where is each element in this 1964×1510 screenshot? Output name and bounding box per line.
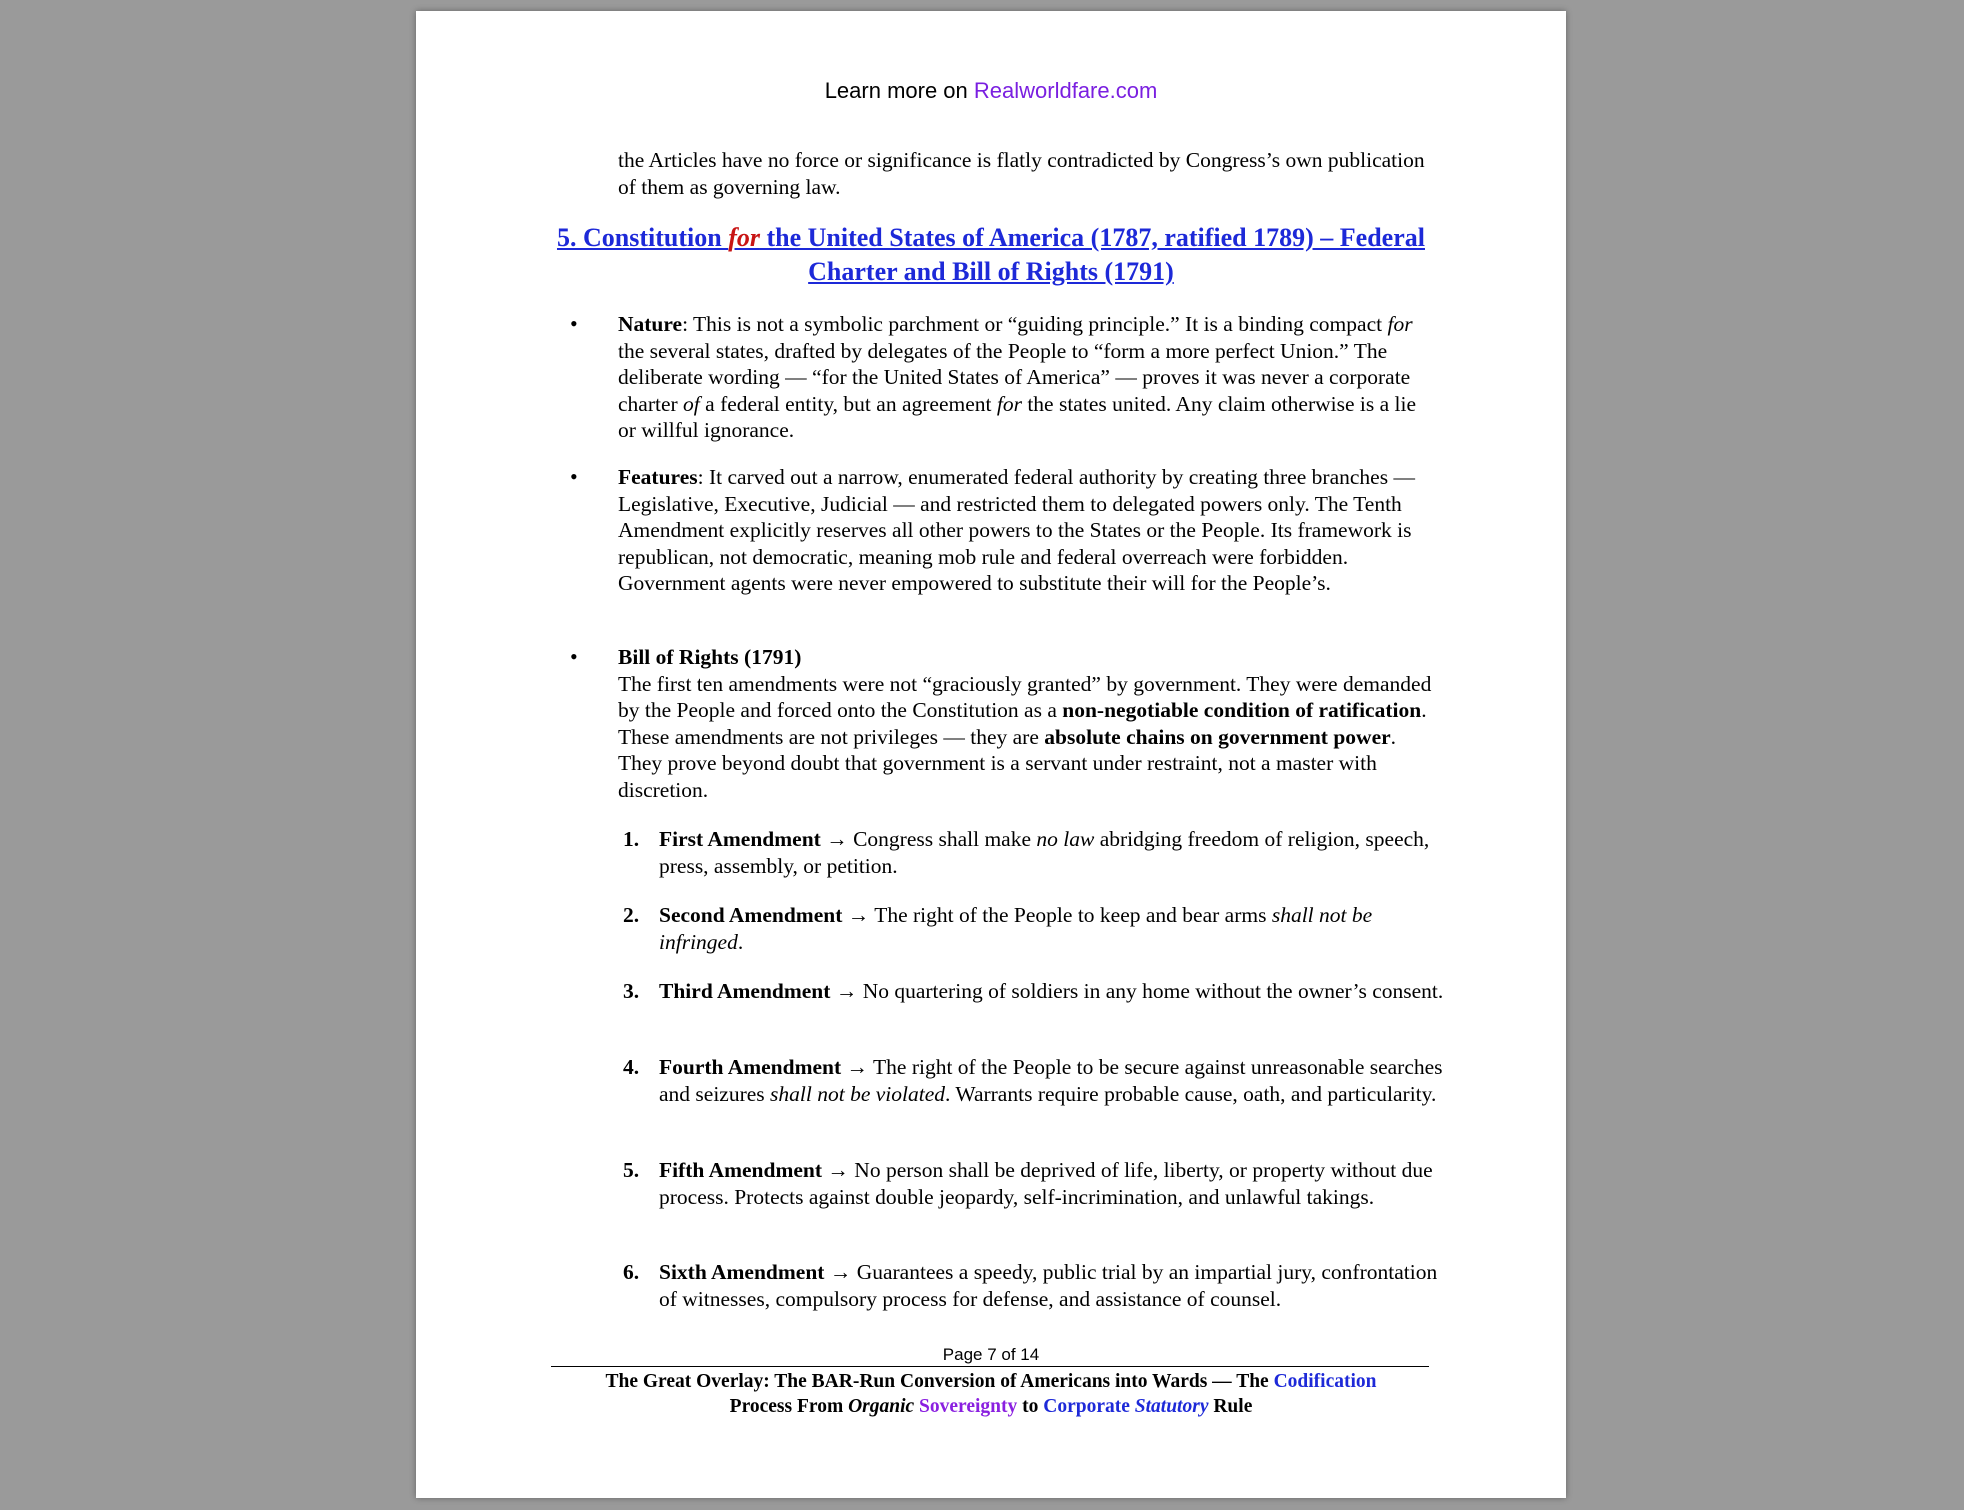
bullet-bill-of-rights <box>570 644 1438 803</box>
bullet-dot: • <box>570 311 578 336</box>
amendment-name: Second Amendment <box>659 903 843 927</box>
footer-text-2: Process From <box>729 1396 849 1417</box>
amendment-number: 2. <box>623 903 640 927</box>
features-label: Features <box>618 465 698 489</box>
amendment-number: 3. <box>623 979 640 1003</box>
amendment-text-2: abridging freedom of religion, speech, press, assembly, or petition. <box>659 827 1430 878</box>
section-title-part2: the United States of America (1787, ratified 1789) – Federal Charter and Bill of Rights (1791) <box>759 223 1425 286</box>
bill-bold-2: absolute chains on government power <box>1044 724 1391 749</box>
footer-to: to <box>1017 1396 1044 1417</box>
realworldfare-link[interactable]: Realworldfare.com <box>973 78 1158 103</box>
bullet-nature <box>570 311 1438 444</box>
footer-text-1: The Great Overlay: The BAR-Run Conversion of Americans into Wards — The <box>605 1371 1274 1392</box>
amendment-item <box>623 826 1449 880</box>
footer-sovereignty: Sovereignty <box>919 1396 1018 1417</box>
amendment-text: → The right of the People to keep and bear arms <box>842 903 1272 927</box>
amendment-name: Fifth Amendment <box>659 1158 823 1182</box>
bullet-dot: • <box>570 464 578 489</box>
nature-text-2: the several states, drafted by delegates of the People to “form a more perfect Union.” The deliberate wording — “for the United States of America” — proves it was never a corporate charter <box>618 338 1411 416</box>
amendment-text: → No quartering of soldiers in any home without the owner’s consent. <box>830 979 1444 1003</box>
amendment-item <box>623 902 1449 956</box>
bill-label: Bill of Rights (1791) <box>618 645 802 669</box>
page-number: Page 7 of 14 <box>942 1345 1040 1364</box>
amendment-em: no law <box>1036 827 1095 851</box>
page-footer <box>516 1369 1466 1419</box>
features-text: : It carved out a narrow, enumerated federal authority by creating three branches — Legislative, Executive, Judicial — and restricted them to delegated powers only. The Tenth Amendment explicitly reserves all other powers to the States or the People. Its framework is republican, not democratic, meaning mob rule and federal overreach were forbidden. Government agents were never empowered to substitute their will for the People’s. <box>618 465 1415 595</box>
amendment-number: 4. <box>623 1055 640 1079</box>
section-heading-link[interactable] <box>541 221 1441 289</box>
nature-em-3: for <box>996 391 1022 416</box>
amendment-name: Third Amendment <box>659 979 831 1003</box>
footer-codification: Codification <box>1273 1371 1377 1392</box>
page-header <box>416 77 1566 105</box>
amendment-text: → Guarantees a speedy, public trial by an impartial jury, confrontation of witnesses, compulsory process for defense, and assistance of counsel. <box>659 1260 1438 1311</box>
section-title-part1: 5. Constitution <box>556 223 729 252</box>
header-prefix: Learn more on <box>824 78 974 103</box>
amendment-item <box>623 1259 1449 1313</box>
amendment-text: → Congress shall make <box>820 827 1037 851</box>
footer-corporate: Corporate <box>1043 1396 1135 1417</box>
amendment-item <box>623 1157 1449 1211</box>
bill-text-3: . They prove beyond doubt that government is a servant under restraint, not a master with discretion. <box>618 724 1397 802</box>
nature-label: Nature <box>618 312 683 336</box>
nature-text-1: : This is not a symbolic parchment or “guiding principle.” It is a binding compact <box>682 312 1388 336</box>
amendment-number: 6. <box>623 1260 640 1284</box>
amendment-em: shall not be infringed <box>659 903 1373 954</box>
amendment-name: Fourth Amendment <box>659 1055 842 1079</box>
amendment-em: shall not be violated <box>770 1082 946 1106</box>
amendment-item <box>623 1054 1449 1108</box>
nature-em-1: for <box>1387 312 1413 336</box>
footer-rule-word: Rule <box>1208 1396 1253 1417</box>
footer-divider <box>551 1366 1429 1367</box>
amendment-name: Sixth Amendment <box>659 1260 825 1284</box>
amendment-number: 5. <box>623 1158 640 1182</box>
nature-text-3: a federal entity, but an agreement <box>699 391 997 416</box>
nature-text-4: the states united. Any claim otherwise is a lie or willful ignorance. <box>618 391 1417 442</box>
bill-bold-1: non-negotiable condition of ratification <box>1062 698 1422 722</box>
amendment-name: First Amendment <box>659 827 821 851</box>
amendment-text: → No person shall be deprived of life, liberty, or property without due process. Protects against double jeopardy, self-incrimination, and unlawful takings. <box>659 1158 1433 1209</box>
bullet-dot: • <box>570 644 578 669</box>
bullet-features <box>570 464 1438 597</box>
amendment-text-2: . Warrants require probable cause, oath, and particularity. <box>945 1082 1437 1106</box>
nature-em-2: of <box>683 391 700 416</box>
bill-text-1: The first ten amendments were not “graciously granted” by government. They were demanded by the People and forced onto the Constitution as a <box>618 671 1432 722</box>
section-title-for: for <box>728 223 760 252</box>
intro-paragraph: the Articles have no force or significance is flatly contradicted by Congress’s own publication of them as governing law. <box>618 148 1425 199</box>
footer-statutory: Statutory <box>1134 1396 1209 1417</box>
bill-text-2: . These amendments are not privileges — they are <box>618 698 1427 749</box>
amendment-text: → The right of the People to be secure against unreasonable searches and seizures <box>659 1055 1443 1106</box>
footer-organic: Organic <box>848 1396 915 1417</box>
document-page <box>416 11 1566 1498</box>
amendment-text-2: . <box>737 930 744 954</box>
amendment-number: 1. <box>623 827 640 851</box>
amendment-item <box>623 978 1449 1005</box>
